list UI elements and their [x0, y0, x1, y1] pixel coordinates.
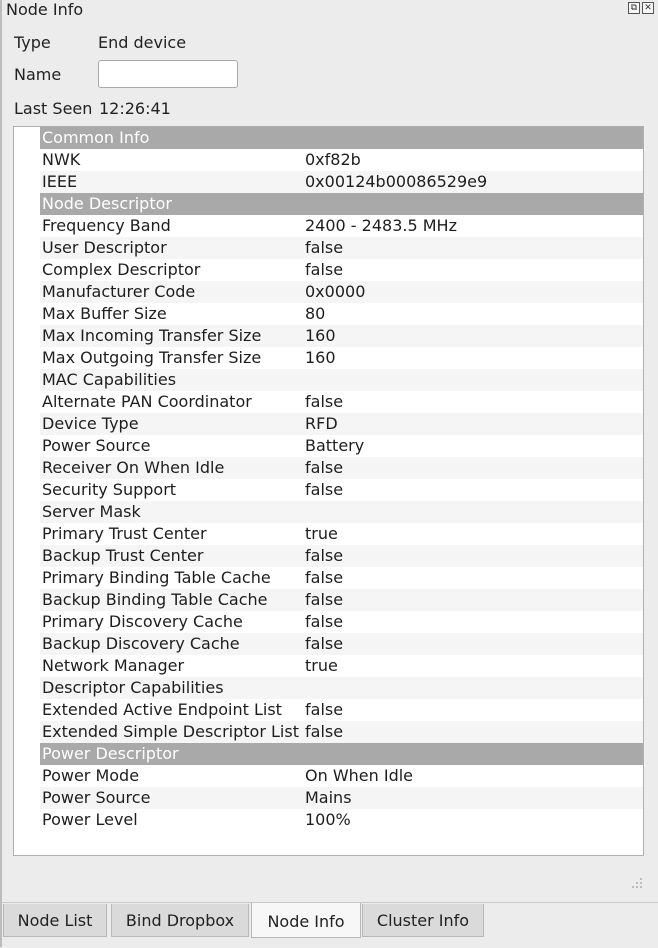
tree-row[interactable] — [14, 633, 643, 655]
float-window-icon[interactable]: ⧉ — [628, 2, 640, 14]
dock-tab-bar — [2, 902, 658, 948]
tree-row[interactable] — [14, 721, 643, 743]
tree-row-gutter — [14, 523, 40, 545]
tree-row-gutter — [14, 809, 40, 831]
property-value: RFD — [303, 413, 643, 435]
tree-row-gutter — [14, 171, 40, 193]
tree-row-gutter — [14, 479, 40, 501]
property-value: false — [303, 633, 643, 655]
property-value: false — [303, 721, 643, 743]
property-name: IEEE — [40, 171, 303, 193]
tree-row-gutter — [14, 501, 40, 523]
tree-row-gutter — [14, 611, 40, 633]
property-value: 160 — [305, 348, 336, 367]
tree-row-gutter — [14, 655, 40, 677]
tree-row[interactable] — [14, 699, 643, 721]
tree-row-gutter — [14, 545, 40, 567]
property-name: Security Support — [42, 480, 177, 499]
tree-row[interactable] — [14, 369, 643, 391]
tree-row[interactable] — [14, 149, 643, 171]
tree-row-gutter — [14, 303, 40, 325]
tree-row-gutter — [14, 369, 40, 391]
tree-row[interactable] — [14, 567, 643, 589]
property-name: Max Buffer Size — [42, 304, 167, 323]
tree-row[interactable] — [14, 457, 643, 479]
property-name: Frequency Band — [42, 216, 171, 235]
property-name: Extended Active Endpoint List — [42, 700, 282, 719]
property-name: NWK — [42, 150, 81, 169]
tree-row[interactable] — [14, 347, 643, 369]
tree-row[interactable] — [14, 325, 643, 347]
tree-row[interactable] — [14, 259, 643, 281]
resize-grip-icon[interactable] — [632, 878, 644, 888]
property-name: Complex Descriptor — [42, 260, 201, 279]
tree-rows — [14, 127, 643, 831]
property-name: Backup Binding Table Cache — [40, 589, 303, 611]
property-name: Power Mode — [42, 766, 140, 785]
tree-row-gutter — [14, 281, 40, 303]
tree-row-gutter — [14, 633, 40, 655]
property-value: false — [305, 480, 344, 499]
property-name: Power Level — [42, 810, 138, 829]
tree-row[interactable] — [14, 303, 643, 325]
tab-node-list[interactable]: Node List — [3, 904, 107, 937]
property-name: Manufacturer Code — [40, 281, 303, 303]
property-name: Alternate PAN Coordinator — [42, 392, 252, 411]
tree-row-gutter — [14, 215, 40, 237]
property-name: Primary Binding Table Cache — [42, 568, 271, 587]
tree-row-gutter — [14, 435, 40, 457]
tree-row[interactable] — [14, 523, 643, 545]
property-value — [303, 369, 643, 391]
property-value: false — [305, 260, 344, 279]
tab-bind-dropbox[interactable]: Bind Dropbox — [111, 904, 249, 937]
property-value: On When Idle — [305, 766, 414, 785]
tree-row-gutter — [14, 589, 40, 611]
property-value: Mains — [303, 787, 643, 809]
tree-row[interactable] — [14, 435, 643, 457]
section-title: Node Descriptor — [40, 193, 643, 215]
property-value: false — [305, 700, 344, 719]
property-value: Battery — [305, 436, 365, 455]
property-name: Device Type — [40, 413, 303, 435]
tree-section-header[interactable] — [14, 743, 643, 765]
property-name: Server Mask — [40, 501, 303, 523]
property-value: 0x0000 — [303, 281, 643, 303]
tree-row[interactable] — [14, 809, 643, 831]
tree-row[interactable] — [14, 171, 643, 193]
tree-row-gutter — [14, 237, 40, 259]
property-value: false — [303, 589, 643, 611]
property-value: false — [303, 457, 643, 479]
property-value: 80 — [305, 304, 326, 323]
property-value: false — [303, 237, 643, 259]
property-value: 2400 - 2483.5 MHz — [305, 216, 457, 235]
tree-row-gutter — [14, 347, 40, 369]
property-name: Power Source — [40, 787, 303, 809]
property-value: 0xf82b — [305, 150, 361, 169]
name-input[interactable] — [98, 60, 238, 88]
tree-row-gutter — [14, 457, 40, 479]
tree-row[interactable] — [14, 391, 643, 413]
property-name: Network Manager — [42, 656, 185, 675]
tree-row[interactable] — [14, 787, 643, 809]
section-title: Power Descriptor — [40, 743, 643, 765]
property-value: false — [305, 568, 344, 587]
property-value — [303, 677, 643, 699]
tree-row-gutter — [14, 325, 40, 347]
tree-row[interactable] — [14, 237, 643, 259]
tree-row[interactable] — [14, 413, 643, 435]
dock-title: Node Info — [6, 0, 84, 19]
tree-row[interactable] — [14, 589, 643, 611]
tree-row[interactable] — [14, 479, 643, 501]
section-title: Common Info — [40, 127, 643, 149]
tree-row-gutter — [14, 765, 40, 787]
tree-section-header[interactable] — [14, 127, 643, 149]
property-name: User Descriptor — [40, 237, 303, 259]
type-label: Type — [14, 33, 51, 52]
property-name: Receiver On When Idle — [40, 457, 303, 479]
node-info-tree[interactable] — [13, 126, 644, 856]
tree-section-header[interactable] — [14, 193, 643, 215]
property-value: 160 — [303, 325, 643, 347]
property-value: true — [305, 656, 338, 675]
tree-row-gutter — [14, 677, 40, 699]
tree-row-gutter — [14, 149, 40, 171]
tree-row-gutter — [14, 127, 40, 149]
type-value: End device — [98, 33, 187, 52]
property-name: Backup Trust Center — [40, 545, 303, 567]
property-name: MAC Capabilities — [40, 369, 303, 391]
tab-cluster-info[interactable]: Cluster Info — [362, 904, 484, 937]
tree-row-gutter — [14, 721, 40, 743]
property-name: Backup Discovery Cache — [40, 633, 303, 655]
tree-row-gutter — [14, 567, 40, 589]
property-value: false — [305, 392, 344, 411]
name-label: Name — [14, 65, 62, 84]
property-value — [303, 501, 643, 523]
property-value: 100% — [305, 810, 351, 829]
property-name: Extended Simple Descriptor List — [40, 721, 303, 743]
tab-node-info[interactable]: Node Info — [251, 903, 361, 938]
tree-row[interactable] — [14, 611, 643, 633]
property-name: Max Incoming Transfer Size — [40, 325, 303, 347]
property-value: false — [305, 612, 344, 631]
tree-row-gutter — [14, 699, 40, 721]
tree-row-gutter — [14, 743, 40, 765]
tree-row-gutter — [14, 391, 40, 413]
property-value: 0x00124b00086529e9 — [303, 171, 643, 193]
last-seen-value: 12:26:41 — [99, 99, 171, 118]
property-name: Max Outgoing Transfer Size — [42, 348, 262, 367]
tree-row[interactable] — [14, 281, 643, 303]
tree-row-gutter — [14, 259, 40, 281]
tree-row-gutter — [14, 413, 40, 435]
tree-row[interactable] — [14, 501, 643, 523]
property-name: Primary Discovery Cache — [42, 612, 243, 631]
close-icon[interactable]: ✕ — [642, 2, 654, 14]
tree-row[interactable] — [14, 215, 643, 237]
property-name: Power Source — [42, 436, 151, 455]
tree-row[interactable] — [14, 677, 643, 699]
tree-row-gutter — [14, 193, 40, 215]
property-name: Primary Trust Center — [42, 524, 207, 543]
tree-row[interactable] — [14, 545, 643, 567]
tree-row[interactable] — [14, 765, 643, 787]
tree-row-gutter — [14, 787, 40, 809]
tree-row[interactable] — [14, 655, 643, 677]
property-value: true — [305, 524, 338, 543]
property-value: false — [303, 545, 643, 567]
window-left-border — [0, 0, 2, 947]
last-seen-label: Last Seen — [14, 99, 93, 118]
property-name: Descriptor Capabilities — [40, 677, 303, 699]
